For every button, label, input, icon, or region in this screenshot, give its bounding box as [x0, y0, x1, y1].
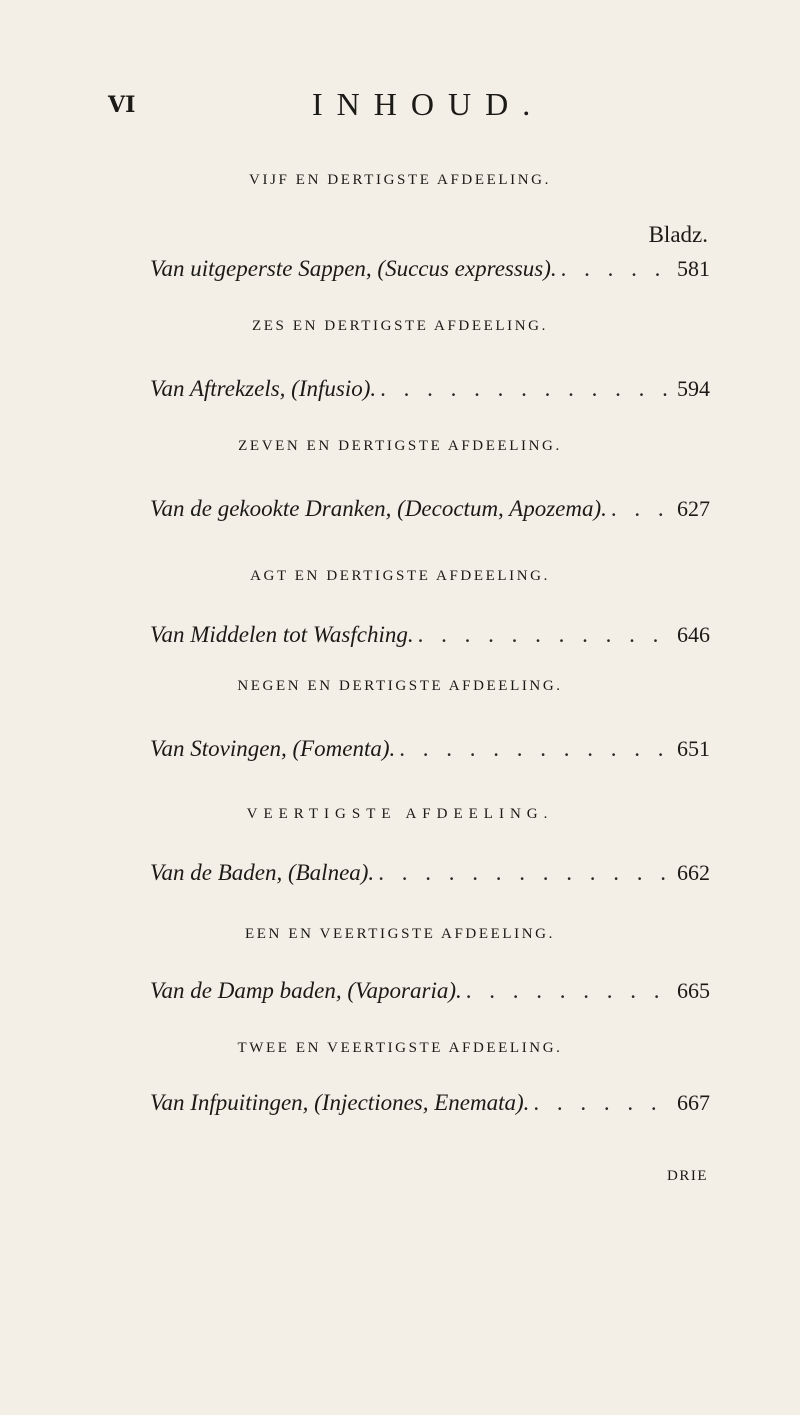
- toc-entry: [150, 1090, 710, 1116]
- dot-leader: [561, 256, 673, 282]
- section-title: VEERTIGSTE AFDEELING.: [246, 806, 554, 822]
- entry-title: Van de Baden, (Balnea).: [150, 860, 375, 885]
- toc-entry: [150, 860, 710, 886]
- section-title: VIJF EN DERTIGSTE AFDEELING.: [249, 172, 551, 188]
- page-header: [0, 86, 800, 126]
- entry-page-number: 667: [677, 1090, 710, 1115]
- entry-title: Van de Damp baden, (Vaporaria).: [150, 978, 462, 1003]
- dot-leader: [466, 978, 673, 1004]
- section-title: EEN EN VEERTIGSTE AFDEELING.: [245, 926, 555, 942]
- entry-title: Van Aftrekzels, (Infusio).: [150, 376, 377, 401]
- entry-title: Van de gekookte Dranken, (Decoctum, Apozema).: [150, 496, 607, 521]
- entry-page-number: 594: [677, 376, 710, 401]
- toc-entry: [150, 736, 710, 762]
- dot-leader: [611, 496, 673, 522]
- toc-entry: [150, 496, 710, 522]
- section-title: ZEVEN EN DERTIGSTE AFDEELING.: [238, 438, 562, 454]
- entry-page-number: 651: [677, 736, 710, 761]
- section-heading: [0, 678, 800, 695]
- entry-page-number: 627: [677, 496, 710, 521]
- toc-entry: [150, 622, 710, 648]
- entry-title: Van Infpuitingen, (Injectiones, Enemata).: [150, 1090, 530, 1115]
- entry-title: Van Middelen tot Wasfching.: [150, 622, 414, 647]
- running-title: INHOUD.: [312, 86, 545, 122]
- toc-entry: [150, 978, 710, 1004]
- dot-leader: [378, 860, 673, 886]
- dot-leader: [380, 376, 673, 402]
- section-heading: [0, 806, 800, 823]
- section-heading: [0, 438, 800, 455]
- entry-page-number: 581: [677, 256, 710, 281]
- entry-page-number: 646: [677, 622, 710, 647]
- catchword: DRIE: [667, 1168, 708, 1184]
- section-title: AGT EN DERTIGSTE AFDEELING.: [250, 568, 550, 584]
- column-label: Bladz.: [648, 222, 708, 247]
- section-heading: [0, 318, 800, 335]
- section-heading: [0, 568, 800, 585]
- dot-leader: [533, 1090, 673, 1116]
- dot-leader: [399, 736, 673, 762]
- section-heading: [0, 172, 800, 189]
- page-number: VI: [108, 92, 136, 118]
- entry-title: Van uitgeperste Sappen, (Succus expressus).: [150, 256, 557, 281]
- section-title: TWEE EN VEERTIGSTE AFDEELING.: [237, 1040, 563, 1056]
- entry-title: Van Stovingen, (Fomenta).: [150, 736, 396, 761]
- toc-entry: [150, 256, 710, 282]
- section-heading: [0, 926, 800, 943]
- section-title: NEGEN EN DERTIGSTE AFDEELING.: [237, 678, 563, 694]
- section-title: ZES EN DERTIGSTE AFDEELING.: [252, 318, 548, 334]
- entry-page-number: 665: [677, 978, 710, 1003]
- toc-entry: [150, 376, 710, 402]
- section-heading: [0, 1040, 800, 1057]
- dot-leader: [418, 622, 673, 648]
- entry-page-number: 662: [677, 860, 710, 885]
